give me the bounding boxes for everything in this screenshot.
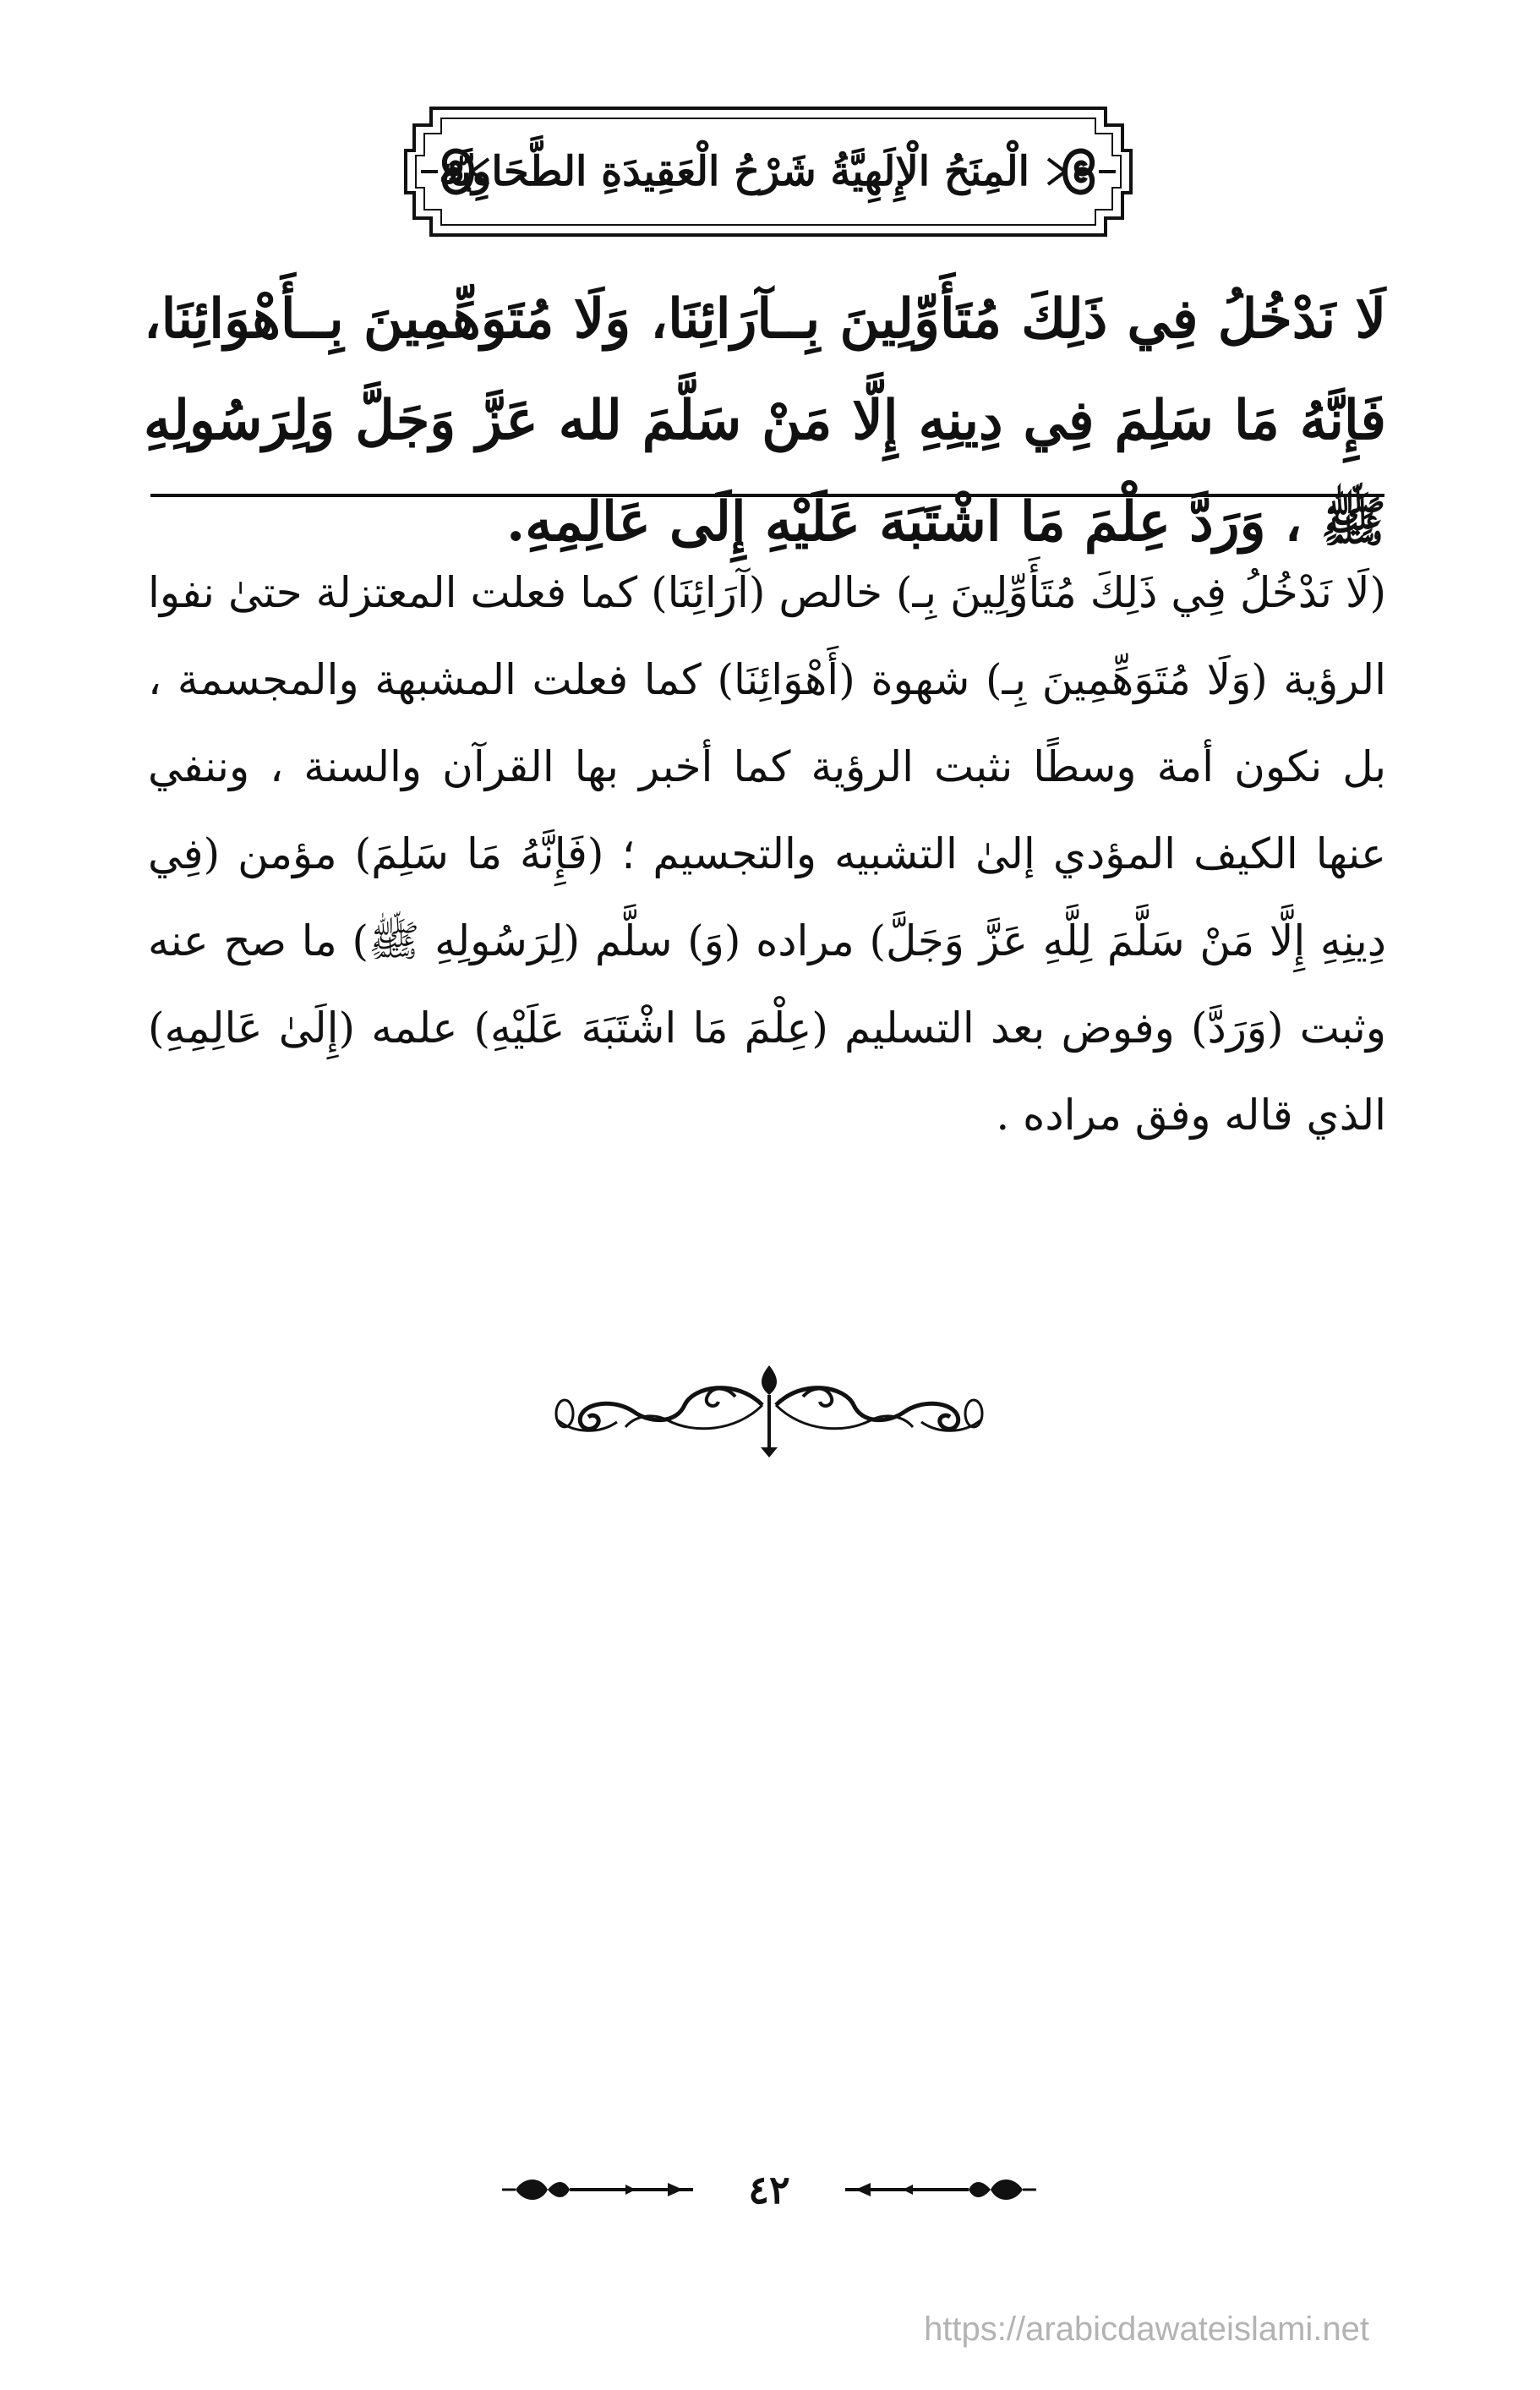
header-frame [397, 100, 1139, 243]
section-divider [150, 494, 1384, 497]
page-number: ٤٢ [748, 2167, 790, 2212]
end-ornament-icon [549, 1353, 989, 1463]
commentary-paragraph: (لَا نَدْخُلُ فِي ذَلِكَ مُتَأَوِّلِينَ بِـ) خالص (آرَائِنَا) كما فعلت المعتزلة حتىٰ نفوا الرؤية (وَلَا مُتَوَهِّمِينَ بِـ) شهوة (أَهْوَائِنَا) كما فعلت المشبهة والمجسمة ، بل نكون أمة وسطًا نثبت الرؤية كما أخبر بها القرآن والسنة ، وننفي عنها الكيف المؤدي إلىٰ التشبيه والتجسيم ؛ (فَإِنَّهُ مَا سَلِمَ) مؤمن (فِي دِينِهِ إِلَّا مَنْ سَلَّمَ لِلَّهِ عَزَّ وَجَلَّ) مراده (وَ) سلَّم (لِرَسُولِهِ ﷺ) ما صح عنه وثبت (وَرَدَّ) وفوض بعد التسليم (عِلْمَ مَا اشْتَبَهَ عَلَيْهِ) علمه (إِلَىٰ عَالِمِهِ) الذي قاله وفق مراده . [148, 568, 1386, 1140]
header-right-ornament-icon [1048, 151, 1116, 193]
matn-text: لَا نَدْخُلُ فِي ذَلِكَ مُتَأَوِّلِينَ بِــآرَائِنَا، وَلَا مُتَوَهِّمِينَ بِــأَهْوَائِنَا، فَإِنَّهُ مَا سَلِمَ فِي دِينِهِ إِلَّا مَنْ سَلَّمَ لله عَزَّ وَجَلَّ وَلِرَسُولِهِ ﷺ ، وَرَدَّ عِلْمَ مَا اشْتَبَهَ عَلَيْهِ إِلَى عَالِمِهِ. [144, 287, 1386, 554]
page-footer [499, 2164, 1040, 2215]
running-header-title: الْمِنَحُ الْإِلَهِيَّةُ شَرْحُ الْعَقِيدَةِ الطَّحَاوِيَّة [439, 148, 1029, 195]
website-watermark: https://arabicdawateislami.net [924, 2311, 1369, 2348]
